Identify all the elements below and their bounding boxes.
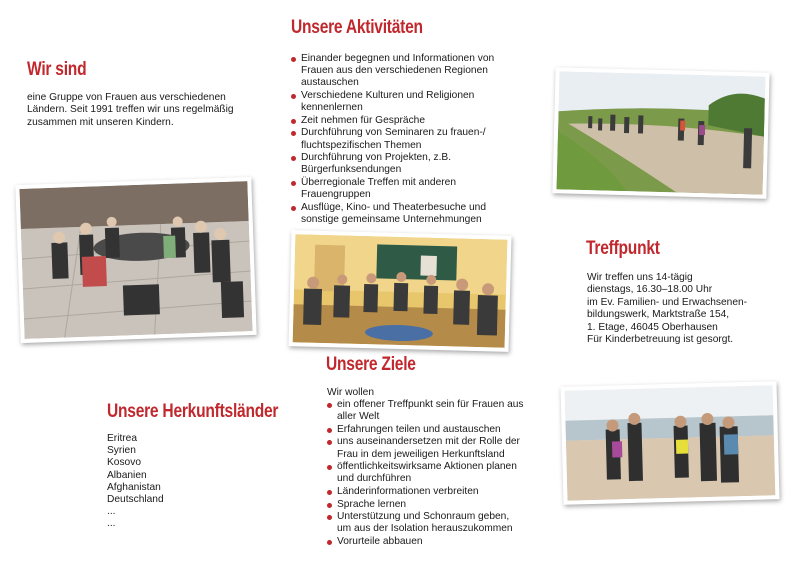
wir-sind-text: eine Gruppe von Frauen aus verschiedenen Ländern. Seit 1991 treffen wir uns regelmäßig zusammen mit unseren Kindern.: [27, 92, 234, 128]
seminar-room-image: [293, 234, 508, 348]
ziel-item: Erfahrungen teilen und austauschen: [326, 424, 526, 436]
photo-beach: [560, 381, 779, 505]
aktivitaeten-heading: Unsere Aktivitäten: [291, 17, 423, 38]
walking-path-image: [556, 71, 765, 194]
aktivitaet-item: Zeit nehmen für Gespräche: [290, 115, 512, 127]
beach-image: [565, 385, 776, 500]
ziel-item: uns auseinandersetzen mit der Rolle der Frau in dem jeweiligen Herkunftsland: [326, 436, 526, 460]
aktivitaet-item: Verschiedene Kulturen und Religionen kennenlernen: [290, 90, 512, 114]
aktivitaet-item: Überregionale Treffen mit anderen Frauengruppen: [290, 177, 512, 201]
wir-sind-heading: Wir sind: [27, 59, 87, 80]
aktivitaet-item: Einander begegnen und Informationen von Frauen aus den verschiedenen Regionen austauschen: [290, 53, 512, 90]
ziel-item: öffentlichkeitswirksame Aktionen planen und durchführen: [326, 461, 526, 485]
treffpunkt-line: bildungswerk, Marktstraße 154,: [587, 309, 730, 321]
treffpunkt-text: [587, 272, 777, 346]
treffpunkt-heading: Treffpunkt: [586, 238, 660, 259]
herkunft-list: [107, 433, 164, 531]
photo-table-meeting: [15, 177, 256, 343]
ziele-heading: Unsere Ziele: [326, 354, 416, 375]
treffpunkt-line: im Ev. Familien- und Erwachsenen-: [587, 296, 748, 308]
country-item: Deutschland: [107, 494, 164, 506]
country-item: Kosovo: [107, 457, 141, 469]
ziel-item: Länderinformationen verbreiten: [326, 486, 526, 498]
treffpunkt-line: dienstags, 16.30–18.00 Uhr: [587, 284, 713, 296]
photo-seminar-room: [289, 230, 512, 352]
country-item: Afghanistan: [107, 481, 161, 493]
table-meeting-image: [19, 181, 252, 339]
photo-walking-path: [552, 67, 769, 199]
country-item: ...: [107, 518, 116, 530]
country-item: Syrien: [107, 445, 136, 457]
ziel-item: Sprache lernen: [326, 499, 526, 511]
treffpunkt-line: Für Kinderbetreuung ist gesorgt.: [587, 334, 734, 346]
aktivitaet-item: Ausflüge, Kino- und Theaterbesuche und sonstige gemeinsame Unternehmungen: [290, 202, 512, 226]
country-item: Eritrea: [107, 433, 138, 444]
ziele-list: [326, 399, 526, 549]
country-item: ...: [107, 506, 116, 518]
ziel-item: Vorurteile abbauen: [326, 536, 526, 548]
aktivitaet-item: Durchführung von Seminaren zu frauen-/ fluchtspezifischen Themen: [290, 127, 512, 151]
treffpunkt-line: 1. Etage, 46045 Oberhausen: [587, 321, 718, 333]
treffpunkt-line: Wir treffen uns 14-tägig: [587, 272, 693, 283]
country-item: Albanien: [107, 469, 147, 481]
herkunft-heading: Unsere Herkunftsländer: [107, 401, 279, 422]
ziele-intro: Wir wollen: [327, 387, 374, 398]
ziel-item: Unterstützung und Schonraum geben, um aus der Isolation herauszukommen: [326, 511, 526, 535]
aktivitaet-item: Durchführung von Projekten, z.B. Bürgerfunksendungen: [290, 152, 512, 176]
aktivitaeten-list: [290, 53, 512, 227]
ziel-item: ein offener Treffpunkt sein für Frauen aus aller Welt: [326, 399, 526, 423]
